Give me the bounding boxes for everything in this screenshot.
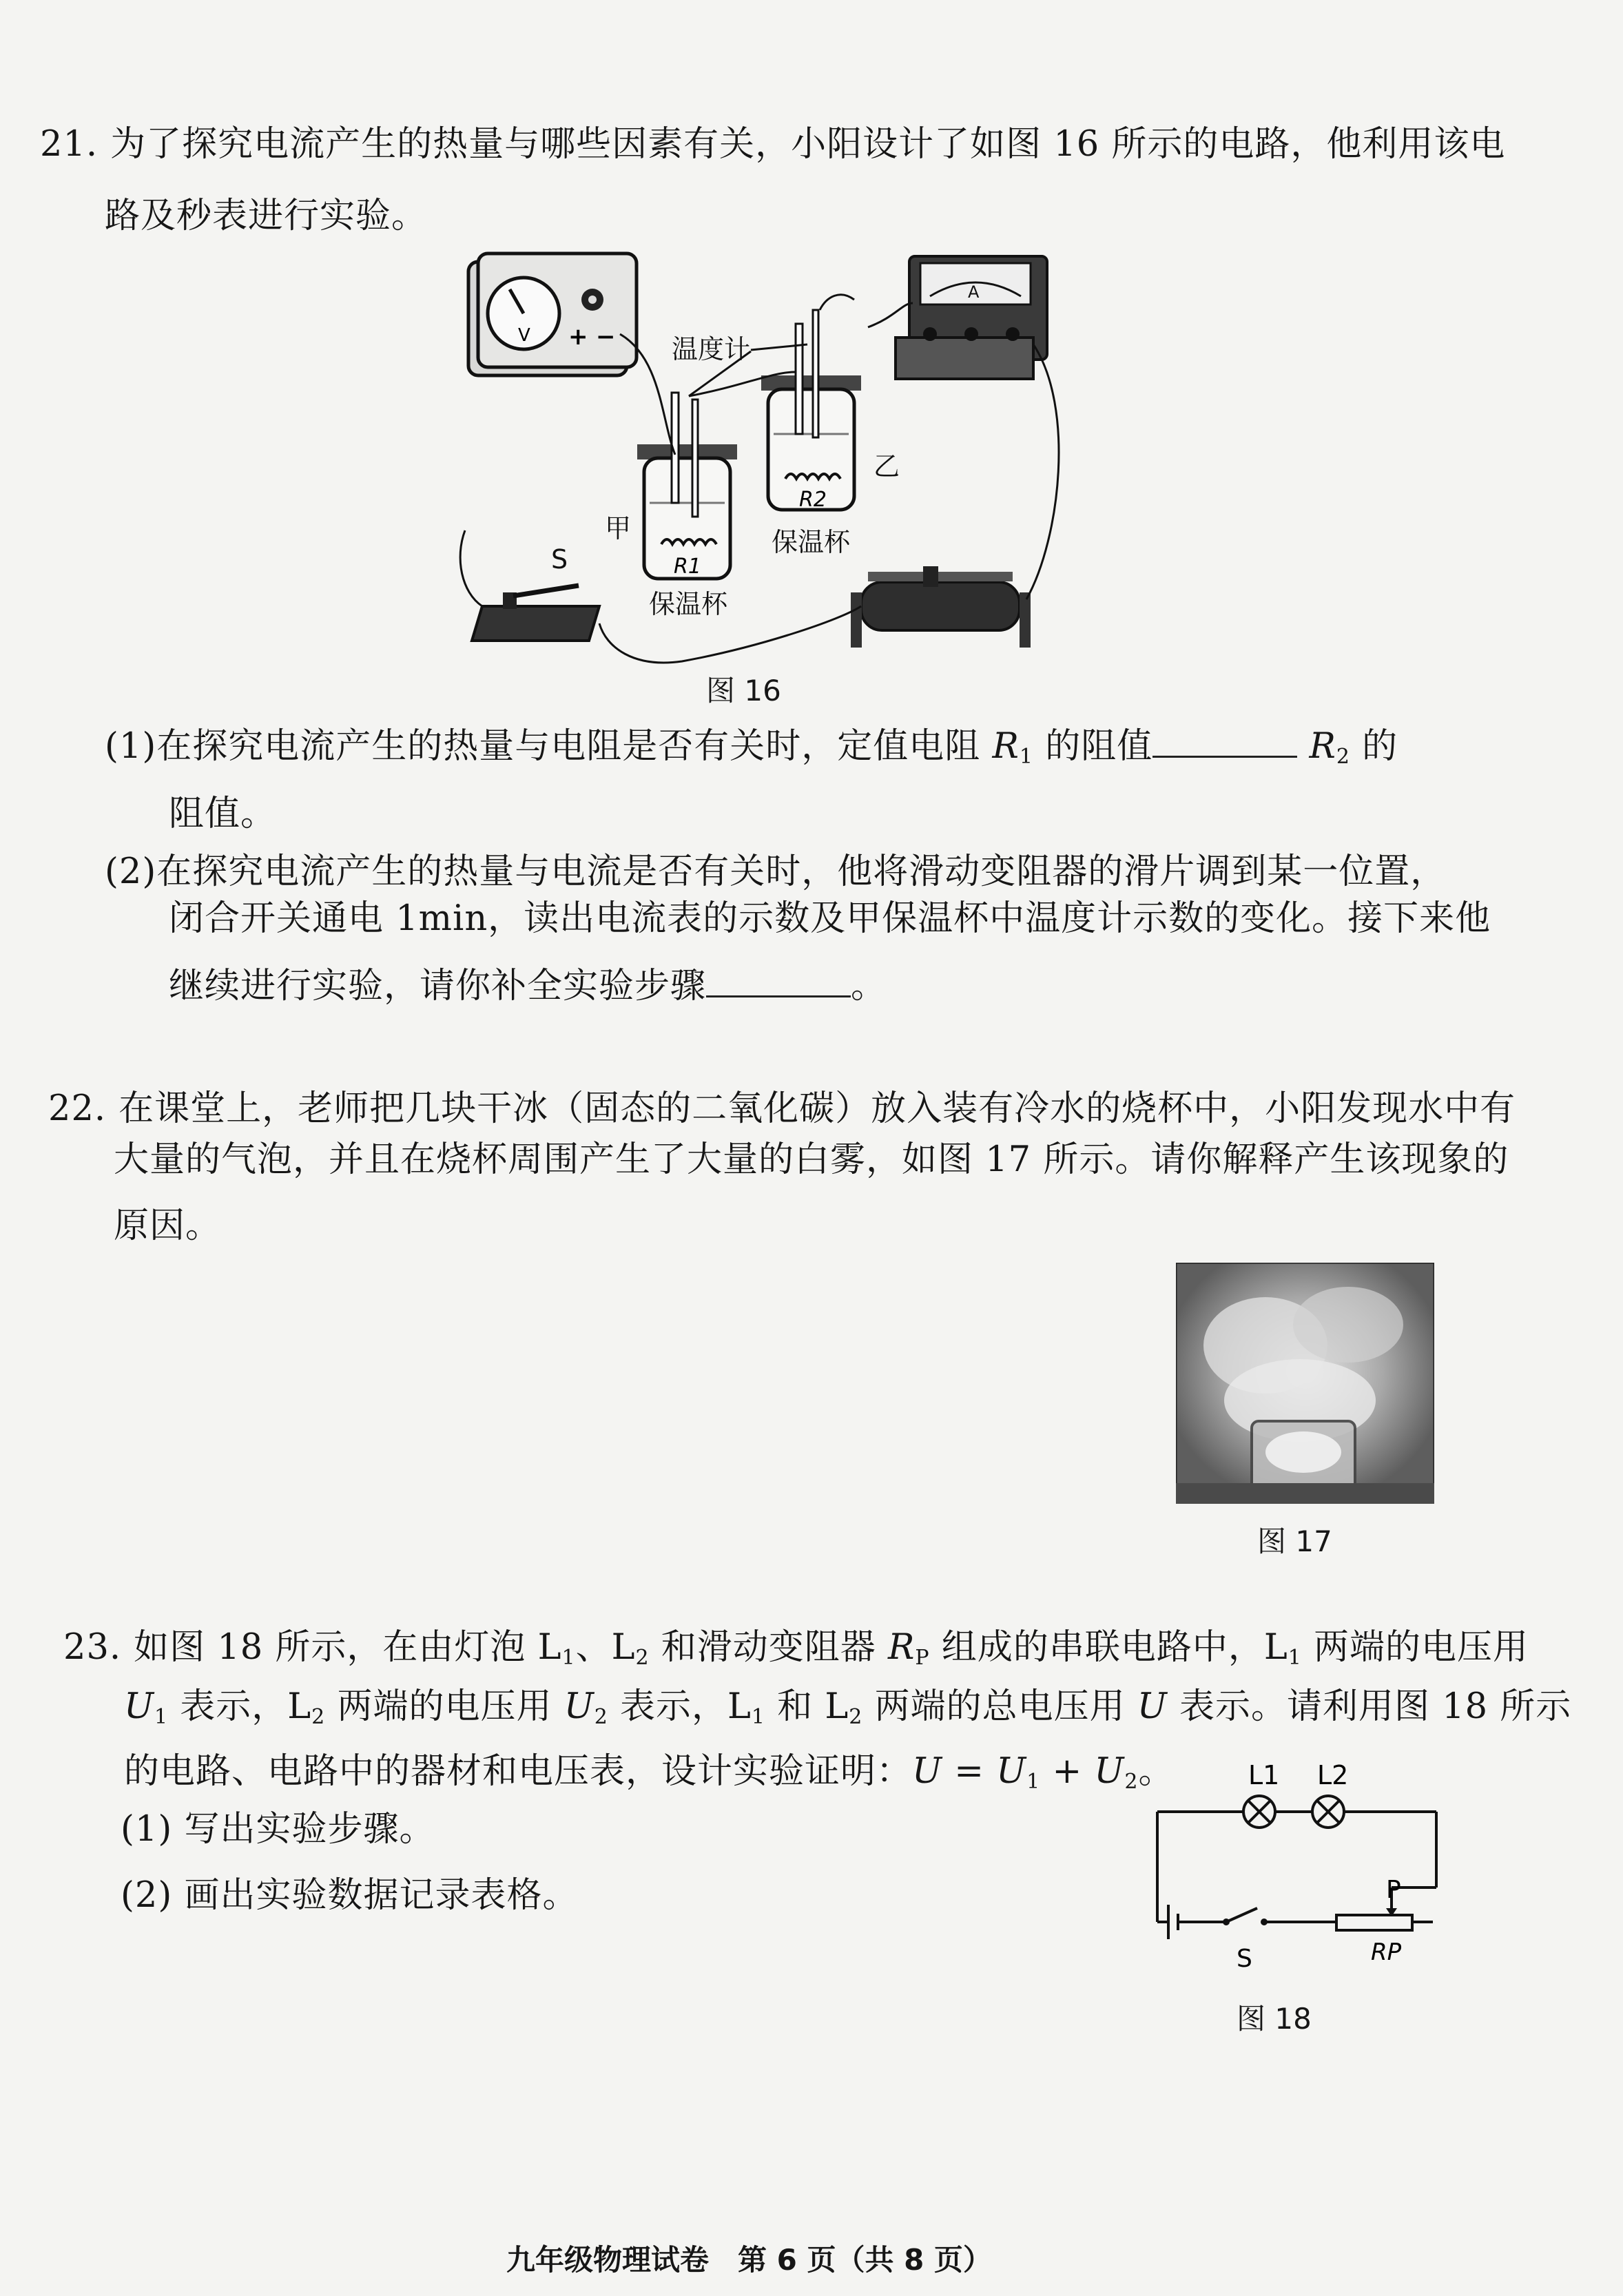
ammeter	[896, 256, 1047, 379]
cup-b-label: 保温杯	[772, 527, 851, 557]
q21-part1-line1: (1)在探究电流产生的热量与电阻是否有关时，定值电阻 $R_1$ 的阻值 $R_2$ 的	[105, 726, 1398, 769]
figure-16	[455, 248, 1075, 716]
q23-line1: 23. 如图 18 所示，在由灯泡 $L_1$、$L_2$ 和滑动变阻器 $R_P$ 组成的串联电路中，$L_1$ 两端的电压用	[63, 1627, 1529, 1670]
minus-label: −	[596, 323, 616, 351]
jar-b-label: 乙	[873, 451, 900, 482]
q21-part1-line2: 阻值。	[169, 794, 277, 834]
ammeter-symbol: A	[968, 282, 980, 302]
figure-16-caption: 图 16	[706, 674, 781, 707]
l2-label: L2	[1317, 1760, 1349, 1790]
r2-label: R2	[799, 488, 827, 512]
q21-part2-line3: 继续进行实验，请你补全实验步骤 。	[169, 966, 887, 1006]
q22-line2: 大量的气泡，并且在烧杯周围产生了大量的白雾，如图 17 所示。请你解释产生该现象的	[114, 1139, 1509, 1180]
q22-line1: 22. 在课堂上，老师把几块干冰（固态的二氧化碳）放入装有冷水的烧杯中，小阳发现水中有	[48, 1087, 1516, 1131]
answer-blank-2[interactable]	[706, 965, 851, 997]
page-footer: 九年级物理试卷 第 6 页（共 8 页）	[506, 2243, 992, 2277]
q23-line2: $U_1$ 表示，$L_2$ 两端的电压用 $U_2$ 表示，$L_1$ 和 $L_2$ 两端的总电压用 U 表示。请利用图 18 所示	[124, 1686, 1572, 1729]
figure-18-caption: 图 18	[1237, 2002, 1312, 2036]
q21-number: 21.	[40, 124, 99, 165]
q21-line1: 21. 为了探究电流产生的热量与哪些因素有关，小阳设计了如图 16 所示的电路，他利用该电	[40, 123, 1505, 167]
q21-part2-line2: 闭合开关通电 1min，读出电流表的示数及甲保温杯中温度计示数的变化。接下来他	[169, 898, 1491, 939]
jar-jia	[605, 393, 737, 619]
q23-line3: 的电路、电路中的器材和电压表，设计实验证明：$U = U_1 + U_2$。	[124, 1751, 1175, 1794]
r1-label: R1	[674, 555, 701, 579]
s-label: S	[1237, 1945, 1252, 1970]
cup-a-label: 保温杯	[649, 589, 728, 619]
q21-line2: 路及秒表进行实验。	[105, 196, 428, 236]
q23-number: 23.	[63, 1627, 122, 1668]
q23-step1: (1) 写出实验步骤。	[121, 1809, 435, 1850]
figure-17-caption: 图 17	[1257, 1524, 1332, 1558]
thermometer-label: 温度计	[672, 334, 751, 364]
l1-label: L1	[1248, 1760, 1280, 1790]
q23-step2: (2) 画出实验数据记录表格。	[121, 1875, 579, 1916]
p-label: P	[1386, 1876, 1401, 1904]
figure-17-photo	[1176, 1263, 1434, 1504]
q22-number: 22.	[48, 1088, 107, 1129]
jar-a-label: 甲	[605, 513, 632, 544]
switch-label: S	[551, 544, 568, 575]
voltmeter-symbol: V	[518, 325, 530, 346]
plus-label: +	[568, 323, 588, 351]
voltmeter	[468, 254, 637, 375]
q21-part2-line1: (2)在探究电流产生的热量与电流是否有关时，他将滑动变阻器的滑片调到某一位置，	[105, 851, 1447, 892]
switch-s	[472, 544, 599, 641]
q22-line3: 原因。	[114, 1206, 222, 1246]
figure-18-circuit	[1144, 1743, 1454, 1970]
answer-blank-1[interactable]	[1152, 725, 1297, 758]
rheostat	[851, 566, 1031, 648]
rp-label: RP	[1371, 1938, 1402, 1966]
